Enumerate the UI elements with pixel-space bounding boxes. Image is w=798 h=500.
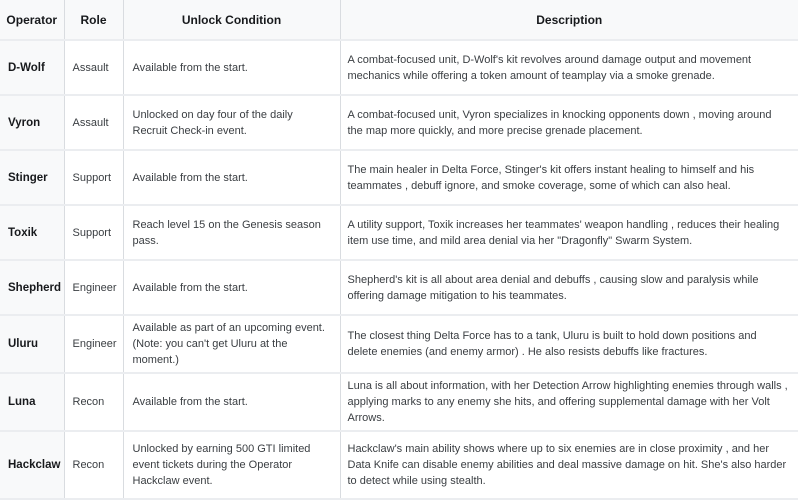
role-cell: Support [64,150,123,205]
table-row [0,373,798,431]
description-cell: The main healer in Delta Force, Stinger's kit offers instant healing to himself and his teammates , debuff ignore, and smoke coverage, some of which can also heal. [340,150,798,205]
unlock-cell: Available from the start. [123,150,340,205]
table-row [0,315,798,373]
description-cell: The closest thing Delta Force has to a tank, Uluru is built to hold down positions and delete enemies (and enemy armor) . He also resists debuffs like fractures. [340,315,798,373]
operator-cell: Shepherd [0,260,64,315]
operator-cell: Toxik [0,205,64,260]
role-cell: Engineer [64,315,123,373]
role-cell: Recon [64,431,123,499]
table-row [0,95,798,150]
operator-cell: Vyron [0,95,64,150]
role-cell: Assault [64,40,123,95]
operator-cell: Stinger [0,150,64,205]
description-cell: A combat-focused unit, Vyron specializes in knocking opponents down , moving around the map more quickly, and more precise grenade placement. [340,95,798,150]
header-row [0,0,798,40]
role-cell: Assault [64,95,123,150]
table-row [0,150,798,205]
col-header-description: Description [340,0,798,40]
operator-cell: Uluru [0,315,64,373]
role-cell: Support [64,205,123,260]
operator-cell: Hackclaw [0,431,64,499]
role-cell: Engineer [64,260,123,315]
col-header-role: Role [64,0,123,40]
unlock-cell: Reach level 15 on the Genesis season pass. [123,205,340,260]
unlock-cell: Unlocked on day four of the daily Recruit Check-in event. [123,95,340,150]
role-cell: Recon [64,373,123,431]
unlock-cell: Available from the start. [123,373,340,431]
description-cell: Shepherd's kit is all about area denial and debuffs , causing slow and paralysis while offering damage mitigation to his teammates. [340,260,798,315]
col-header-operator: Operator [0,0,64,40]
description-cell: A combat-focused unit, D-Wolf's kit revolves around damage output and movement mechanics while offering a token amount of teamplay via a smoke grenade. [340,40,798,95]
col-header-unlock-condition: Unlock Condition [123,0,340,40]
operator-cell: D-Wolf [0,40,64,95]
operator-cell: Luna [0,373,64,431]
unlock-cell: Available from the start. [123,260,340,315]
table-row [0,205,798,260]
unlock-cell: Available from the start. [123,40,340,95]
unlock-cell: Unlocked by earning 500 GTI limited event tickets during the Operator Hackclaw event. [123,431,340,499]
description-cell: A utility support, Toxik increases her teammates' weapon handling , reduces their healing item use time, and mild area denial via her "Dragonfly" Swarm System. [340,205,798,260]
unlock-cell: Available as part of an upcoming event. (Note: you can't get Uluru at the moment.) [123,315,340,373]
description-cell: Luna is all about information, with her Detection Arrow highlighting enemies through walls , applying marks to any enemy she hits, and offering supplemental damage with her Volt Arrows. [340,373,798,431]
table-row [0,260,798,315]
table-row [0,40,798,95]
description-cell: Hackclaw's main ability shows where up to six enemies are in close proximity , and her Data Knife can disable enemy abilities and deal massive damage on hit. She's also harder to detect while using stealth. [340,431,798,499]
table-row [0,431,798,499]
